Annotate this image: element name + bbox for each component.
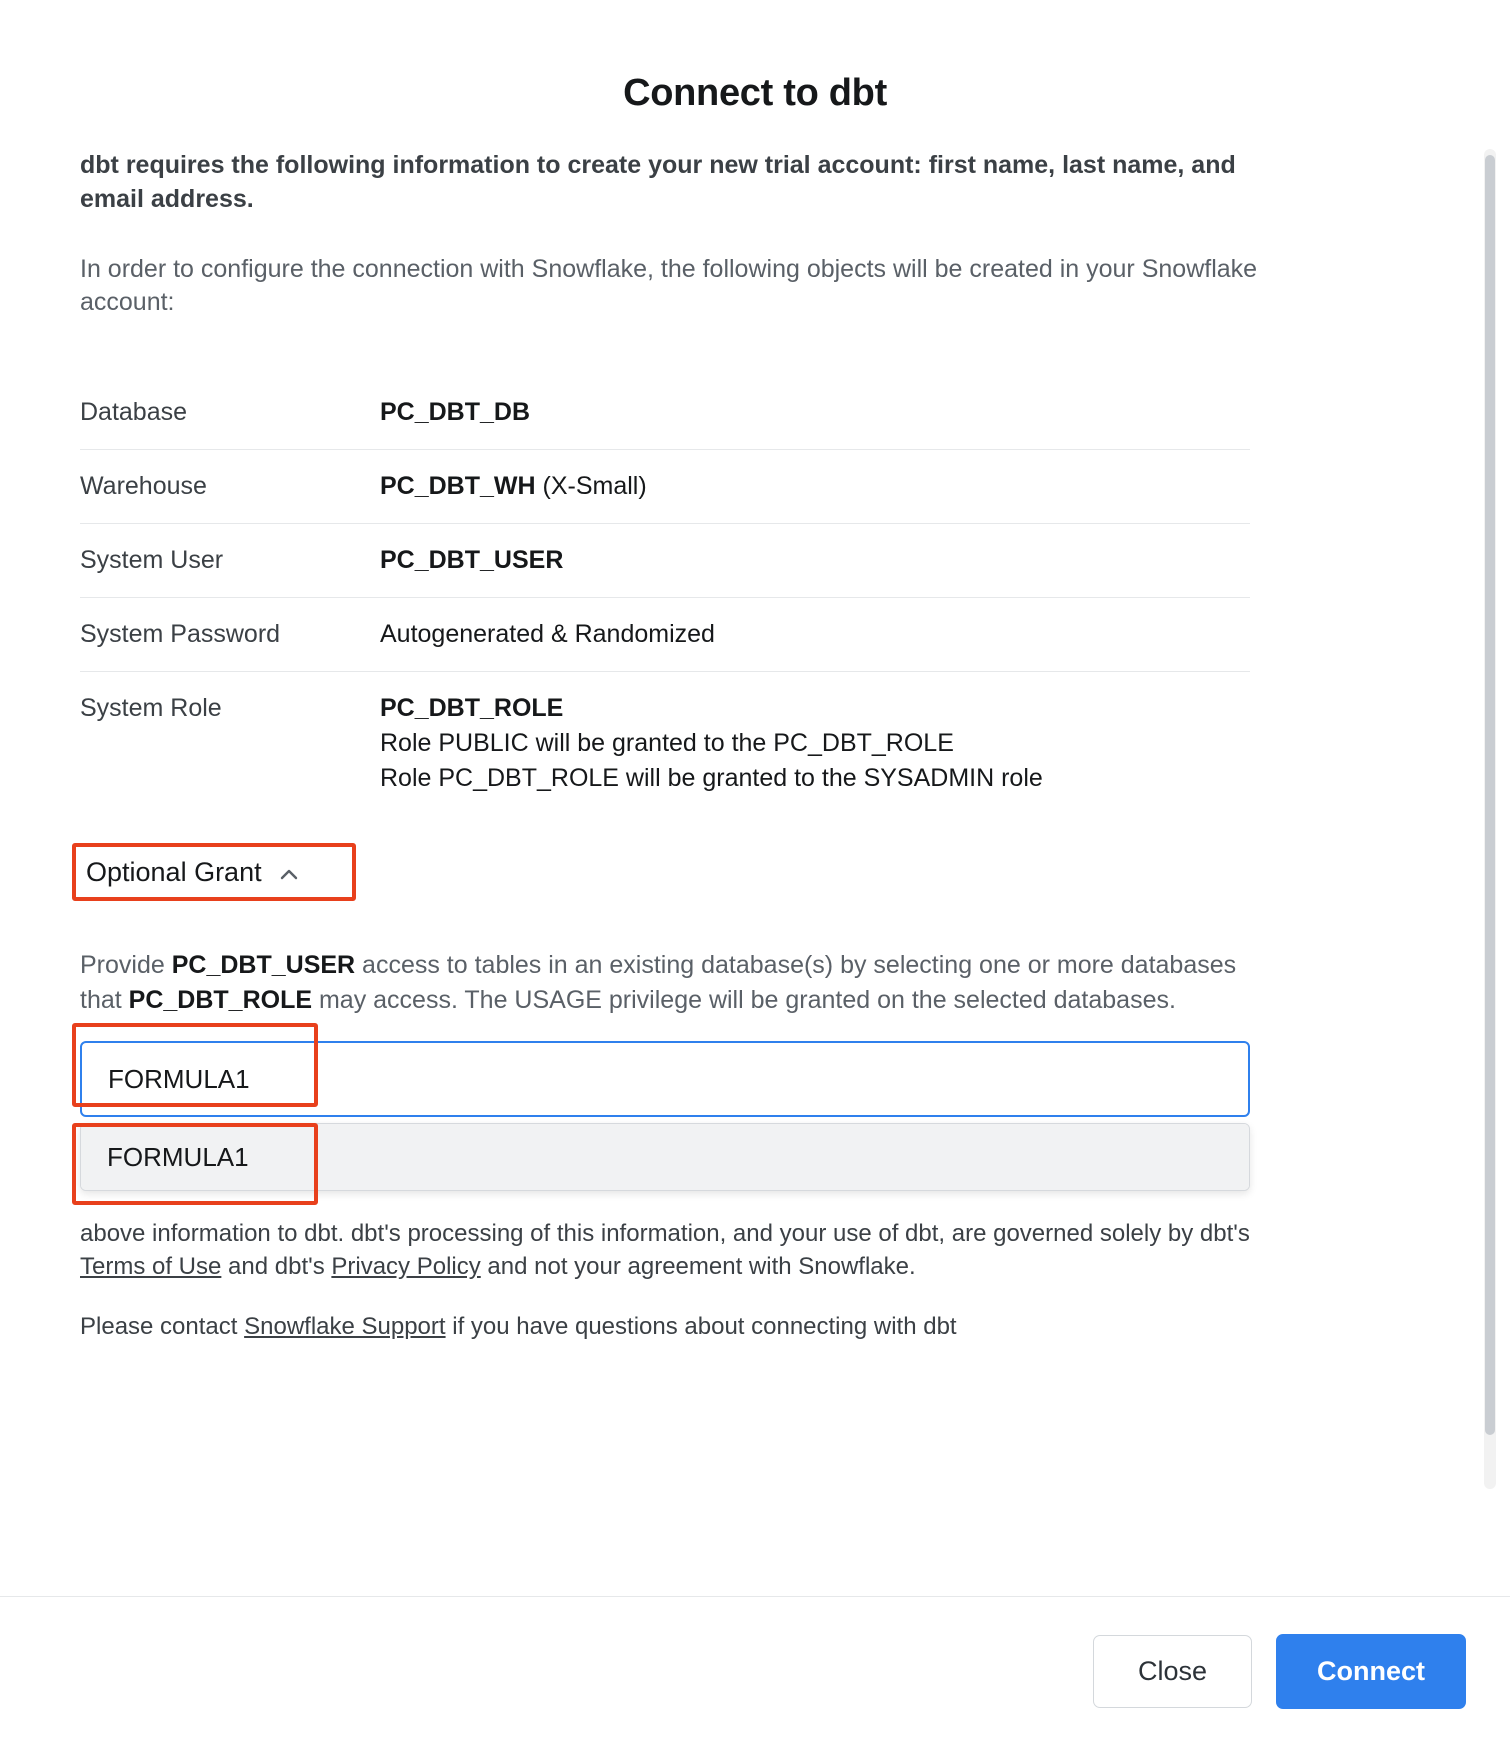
- scrollbar[interactable]: [1484, 149, 1496, 1489]
- table-row: [80, 376, 1250, 450]
- legal-tail-2: and not your agreement with Snowflake.: [480, 1253, 916, 1281]
- optional-grant-wrapper: [80, 847, 314, 898]
- dialog-footer: [0, 1596, 1510, 1746]
- row-label: Warehouse: [80, 450, 380, 524]
- dialog-title: Connect to dbt: [623, 72, 887, 114]
- connect-button[interactable]: Connect: [1276, 1634, 1466, 1709]
- row-value-rest: (X-Small): [535, 472, 647, 500]
- row-value-bold: PC_DBT_USER: [380, 546, 564, 574]
- row-label: System User: [80, 524, 380, 598]
- grant-desc-p3: may access. The USAGE privilege will be granted on the selected databases.: [312, 985, 1176, 1014]
- privacy-policy-link[interactable]: Privacy Policy: [331, 1253, 481, 1281]
- row-value: [380, 672, 1250, 816]
- row-label: System Password: [80, 598, 380, 672]
- row-extra-1: Role PUBLIC will be granted to the PC_DBT_ROLE: [380, 729, 954, 757]
- requirements-text: dbt requires the following information to create your new trial account: first name, last name, and email address.: [80, 151, 1236, 213]
- scrollbar-thumb[interactable]: [1485, 155, 1495, 1435]
- table-row: [80, 450, 1250, 524]
- legal-middle: and dbt's: [221, 1253, 332, 1281]
- row-value: [380, 598, 1250, 672]
- database-select-menu[interactable]: [80, 1123, 1250, 1191]
- intro-text: In order to configure the connection with Snowflake, the following objects will be created in your Snowflake account:: [80, 254, 1258, 317]
- row-value-rest: Autogenerated & Randomized: [380, 620, 715, 648]
- legal-tail-1: above information to dbt. dbt's processing of this information, and your use of dbt, are governed solely by dbt's: [80, 1220, 1250, 1247]
- row-value-bold: PC_DBT_DB: [380, 398, 531, 426]
- table-row: [80, 524, 1250, 598]
- objects-table: [80, 376, 1250, 815]
- chevron-up-icon: [278, 864, 300, 886]
- legal-text: [80, 1217, 1270, 1283]
- row-value: [380, 450, 1250, 524]
- contact-suffix: if you have questions about connecting with dbt: [445, 1313, 957, 1341]
- grant-desc-p1: Provide: [80, 951, 172, 979]
- grant-desc-role: PC_DBT_ROLE: [128, 985, 313, 1014]
- row-value-bold: PC_DBT_ROLE: [380, 694, 564, 722]
- row-label: Database: [80, 376, 380, 450]
- database-select[interactable]: [80, 1041, 1250, 1191]
- optional-grant-toggle[interactable]: [80, 847, 314, 898]
- row-label: System Role: [80, 694, 222, 722]
- optional-grant-description: [80, 948, 1270, 1017]
- table-row: [80, 672, 1250, 816]
- row-value: [380, 376, 1250, 450]
- snowflake-support-link[interactable]: Snowflake Support: [244, 1313, 446, 1341]
- table-row: [80, 598, 1250, 672]
- support-text: [80, 1313, 1430, 1341]
- grant-desc-user: PC_DBT_USER: [171, 951, 356, 979]
- row-extra-2: Role PC_DBT_ROLE will be granted to the SYSADMIN role: [380, 764, 1043, 792]
- grant-desc-p2: access to tables in an existing database(s) by selecting one or more databases that: [80, 951, 1237, 1014]
- optional-grant-label: Optional Grant: [86, 857, 262, 887]
- terms-of-use-link[interactable]: Terms of Use: [80, 1253, 222, 1281]
- row-value: [380, 524, 1250, 598]
- close-button[interactable]: Close: [1093, 1635, 1252, 1708]
- dialog-body: [0, 149, 1510, 1596]
- contact-prefix: Please contact: [80, 1313, 245, 1341]
- database-select-input[interactable]: [80, 1041, 1250, 1117]
- row-value-bold: PC_DBT_WH: [380, 472, 536, 500]
- database-option-formula1[interactable]: FORMULA1: [81, 1124, 1249, 1190]
